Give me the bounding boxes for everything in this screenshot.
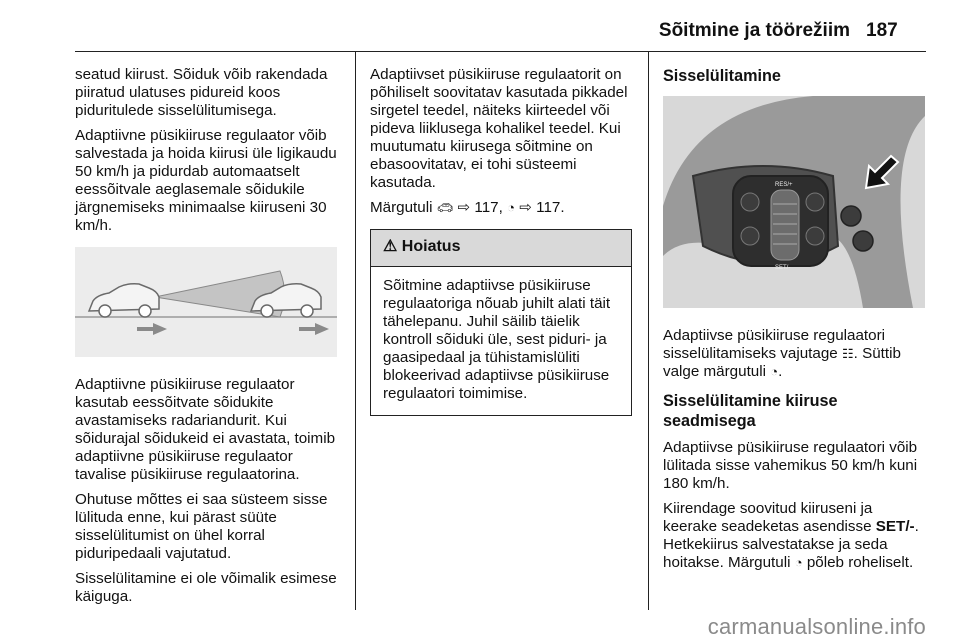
cruise-speed-icon: ◔: [794, 555, 803, 570]
paragraph-text: . Hetkekiirus salvestatakse ja seda hoitakse. Märgutuli: [663, 518, 919, 571]
warning-header: [371, 230, 631, 267]
paragraph-text: põleb roheliselt.: [806, 554, 914, 571]
header-rule: [75, 51, 926, 52]
page-ref-arrow-icon: ⇨: [457, 199, 471, 216]
paragraph: Sisselülitamine ei ole võimalik esimese käiguga.: [75, 570, 337, 605]
column-divider-2: [648, 52, 649, 610]
page-ref[interactable]: 117.: [536, 199, 565, 216]
paragraph-text: Adaptiivse püsikiiruse regulaatori sisselülitamiseks vajutage: [663, 327, 886, 362]
section-heading: Sisselülitamine: [663, 67, 781, 85]
paragraph: seatud kiirust. Sõiduk võib rakendada piiratud ulatuses pidureid koos piduritulede sisselülitumisega.: [75, 66, 328, 119]
steering-wheel-illustration: [663, 96, 927, 313]
page-header-title: Sõitmine ja töörežiim: [658, 20, 850, 41]
page-ref-arrow-icon: ⇨: [519, 199, 532, 216]
warning-text: Sõitmine adaptiivse püsikiiruse regulaatoriga nõuab juhilt alati täit tähelepanu. Juhil säilib täielik kontroll sõiduki üle, sest piduri- ja gaasipedaal ja tühistamislüliti blokeerivad adaptiivse püsikiiruse regulaatori toimimise.: [383, 277, 611, 402]
paragraph: Adaptiivne püsikiiruse regulaator võib salvestada ja hoida kiirusi üle ligikaudu 50 km/h ja pidurdab automaatselt eessõitvale aeglasemale sõidukile järgnemiseks minimaalse kiiruseni 30 km/h.: [75, 127, 337, 234]
adaptive-cruise-button-icon: ☷: [841, 346, 854, 361]
paragraph-text: Kiirendage soovitud kiiruseni ja keerake seadeketas asendisse: [663, 500, 873, 535]
cruise-speed-icon: ◔: [770, 364, 779, 379]
page-number: 187: [866, 20, 898, 41]
warning-title: Hoiatus: [401, 238, 461, 255]
reference-prefix: Märgutuli: [370, 199, 433, 216]
page-ref[interactable]: 117,: [474, 199, 503, 216]
res-label: RES/+: [775, 182, 793, 188]
set-label-text: SET/-: [875, 518, 915, 535]
warning-box: [370, 229, 632, 416]
column-1: [75, 66, 343, 613]
cruise-speed-icon: ◔: [507, 200, 515, 215]
warning-triangle-icon: ⚠: [383, 238, 398, 255]
radar-illustration: [75, 247, 343, 362]
paragraph: Adaptiivset püsikiiruse regulaatorit on põhiliselt soovitatav kasutada pikkadel sirgetel teedel, näiteks kiirteedel või pideva liiklusega kohalikel teedel. Kui muutumatu kiirusega sõitmine on ebasoovitatav, ei tohi süsteemi kasutada.: [370, 66, 628, 191]
paragraph: [663, 500, 927, 572]
paragraph: Adaptiivne püsikiiruse regulaator kasutab eessõitvate sõidukite avastamiseks radariandurit. Kui sõidurajal sõidukeid ei avastata, toimib adaptiivne püsikiiruse regulaator tavalise püsikiiruse regulaatorina.: [75, 376, 336, 483]
car-icon: 🚗︎: [436, 200, 454, 215]
paragraph-text: . Süttib valge märgutuli: [663, 345, 901, 380]
column-divider-1: [355, 52, 356, 610]
column-2: [370, 66, 632, 416]
column-3: [663, 66, 927, 579]
set-label: SET/-: [775, 265, 791, 271]
watermark: carmanualsonline.info: [707, 614, 926, 639]
paragraph: Adaptiivse püsikiiruse regulaatori sisselülitamiseks vajutage ☷. Süttib valge märgutuli ◔.: [663, 327, 901, 380]
paragraph: Adaptiivse püsikiiruse regulaatori võib lülitada sisse vahemikus 50 km/h kuni 180 km/h.: [663, 439, 918, 492]
paragraph: Ohutuse mõttes ei saa süsteem sisse lülituda enne, kui pärast süüte sisselülitumist on ühel korral piduripedaali vajutatud.: [75, 491, 328, 562]
reference-line: [370, 199, 632, 217]
section-subheading: Sisselülitamine kiiruse seadmisega: [663, 392, 838, 430]
